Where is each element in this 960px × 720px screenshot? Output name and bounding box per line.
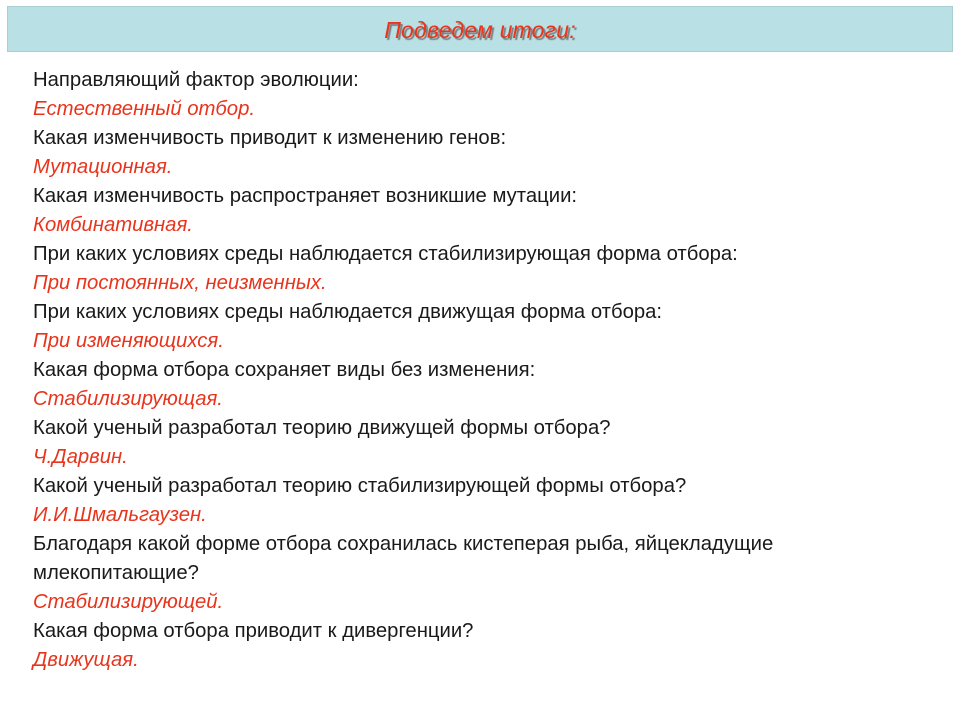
question-text: Какая форма отбора приводит к дивергенции? [33, 620, 474, 642]
answer-text: Стабилизирующая. [33, 388, 223, 410]
slide-title: Подведем итоги: [384, 17, 576, 43]
answer-text: Стабилизирующей. [33, 591, 224, 613]
answer-text: Движущая. [33, 649, 139, 671]
answer-text: При изменяющихся. [33, 330, 224, 352]
question-text: При каких условиях среды наблюдается стабилизирующая форма отбора: [33, 243, 738, 265]
qa-item [33, 182, 923, 240]
title-bar [7, 6, 953, 52]
qa-item [33, 298, 923, 356]
question-text: Какой ученый разработал теорию движущей формы отбора? [33, 417, 611, 439]
question-text: При каких условиях среды наблюдается движущая форма отбора: [33, 301, 663, 323]
question-text: Направляющий фактор эволюции: [33, 69, 359, 91]
qa-item [33, 414, 923, 472]
qa-item [33, 530, 923, 617]
qa-item [33, 124, 923, 182]
question-text: Какая изменчивость распространяет возникшие мутации: [33, 185, 578, 207]
answer-text: И.И.Шмальгаузен. [33, 504, 207, 526]
qa-item [33, 66, 923, 124]
qa-item [33, 617, 923, 675]
question-text: Какая изменчивость приводит к изменению генов: [33, 127, 507, 149]
answer-text: Ч.Дарвин. [33, 446, 128, 468]
question-text: Благодаря какой форме отбора сохранилась кистеперая рыба, яйцекладущие млекопитающие? [33, 533, 774, 584]
qa-item [33, 472, 923, 530]
answer-text: При постоянных, неизменных. [33, 272, 327, 294]
qa-item [33, 356, 923, 414]
question-text: Какой ученый разработал теорию стабилизирующей формы отбора? [33, 475, 687, 497]
answer-text: Мутационная. [33, 156, 173, 178]
question-text: Какая форма отбора сохраняет виды без изменения: [33, 359, 536, 381]
answer-text: Естественный отбор. [33, 98, 256, 120]
qa-list [33, 66, 923, 675]
qa-item [33, 240, 923, 298]
answer-text: Комбинативная. [33, 214, 193, 236]
